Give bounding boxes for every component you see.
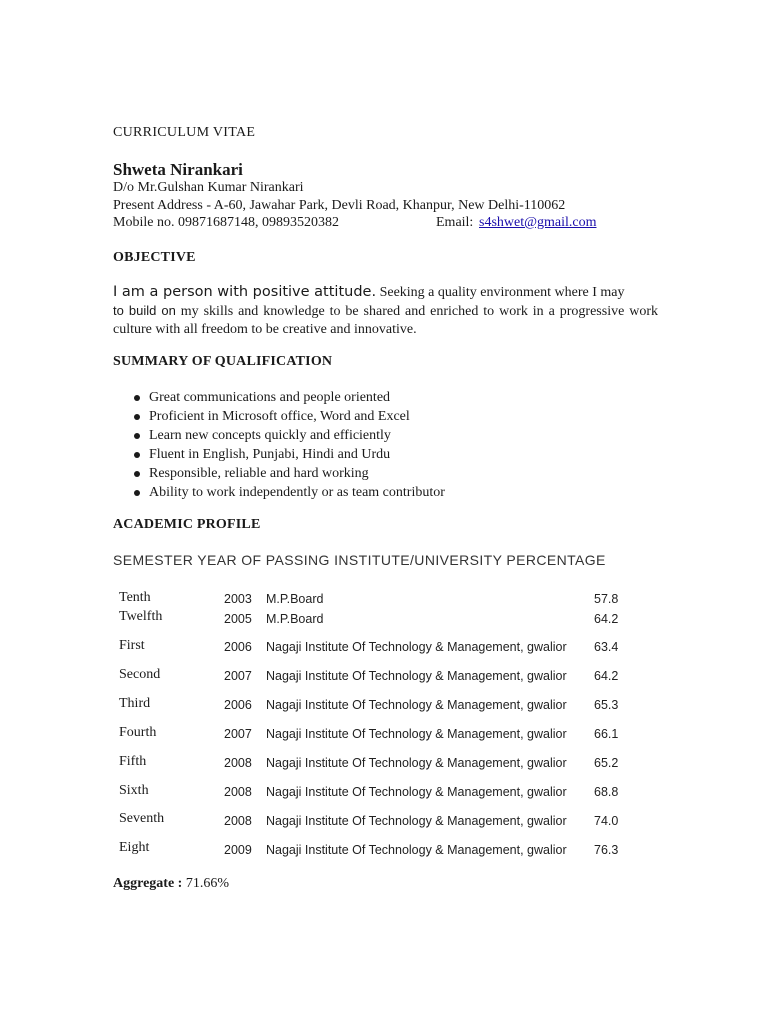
bullet-icon <box>134 414 140 420</box>
year-cell: 2006 <box>224 640 252 654</box>
semester-cell: Sixth <box>119 783 149 798</box>
semester-cell: Fourth <box>119 725 157 740</box>
institute-cell: Nagaji Institute Of Technology & Management, gwalior <box>266 727 567 741</box>
table-row <box>0 840 768 860</box>
list-item-text: Proficient in Microsoft office, Word and Excel <box>149 409 410 424</box>
year-cell: 2003 <box>224 592 252 606</box>
year-cell: 2008 <box>224 785 252 799</box>
year-cell: 2007 <box>224 669 252 683</box>
objective-fragment: to build on <box>113 303 176 318</box>
semester-cell: Fifth <box>119 754 147 769</box>
objective-text <box>113 283 658 339</box>
objective-text-part-1: Seeking a quality environment where I may <box>376 285 625 300</box>
percentage-cell: 66.1 <box>594 727 619 741</box>
semester-cell: Twelfth <box>119 609 163 624</box>
email-link[interactable]: s4shwet@gmail.com <box>479 215 597 230</box>
institute-cell: Nagaji Institute Of Technology & Management, gwalior <box>266 843 567 857</box>
table-row <box>0 754 768 774</box>
percentage-cell: 68.8 <box>594 785 619 799</box>
list-item-text: Fluent in English, Punjabi, Hindi and Urdu <box>149 447 391 462</box>
table-row <box>0 696 768 716</box>
institute-cell: Nagaji Institute Of Technology & Management, gwalior <box>266 756 567 770</box>
year-cell: 2009 <box>224 843 252 857</box>
institute-cell: M.P.Board <box>266 592 324 606</box>
list-item <box>149 483 445 502</box>
year-cell: 2007 <box>224 727 252 741</box>
percentage-cell: 64.2 <box>594 612 619 626</box>
institute-cell: Nagaji Institute Of Technology & Management, gwalior <box>266 669 567 683</box>
year-cell: 2005 <box>224 612 252 626</box>
semester-cell: Eight <box>119 840 150 855</box>
semester-cell: Tenth <box>119 590 151 605</box>
list-item <box>149 426 445 445</box>
bullet-icon <box>134 490 140 496</box>
objective-lead: I am a person with positive attitude. <box>113 284 377 300</box>
summary-heading: SUMMARY OF QUALIFICATION <box>113 354 333 369</box>
qualification-list <box>113 388 445 502</box>
list-item <box>149 388 445 407</box>
list-item-text: Ability to work independently or as team contributor <box>149 485 445 500</box>
objective-heading: OBJECTIVE <box>113 250 196 265</box>
table-row <box>0 609 768 629</box>
academic-table-header: SEMESTER YEAR OF PASSING INSTITUTE/UNIVERSITY PERCENTAGE <box>113 552 606 568</box>
parent-name: D/o Mr.Gulshan Kumar Nirankari <box>113 180 304 195</box>
document-title: CURRICULUM VITAE <box>113 125 256 140</box>
year-cell: 2006 <box>224 698 252 712</box>
list-item <box>149 407 445 426</box>
address: Present Address - A-60, Jawahar Park, Devli Road, Khanpur, New Delhi-110062 <box>113 198 566 213</box>
bullet-icon <box>134 433 140 439</box>
year-cell: 2008 <box>224 814 252 828</box>
aggregate-label: Aggregate : <box>113 876 183 891</box>
institute-cell: Nagaji Institute Of Technology & Management, gwalior <box>266 698 567 712</box>
objective-text-part-2: my skills and knowledge to be shared and enriched to work in a progressive work culture with all freedom to be creative and innovative. <box>113 304 658 337</box>
table-row <box>0 811 768 831</box>
list-item <box>149 464 445 483</box>
academic-heading: ACADEMIC PROFILE <box>113 517 261 532</box>
percentage-cell: 64.2 <box>594 669 619 683</box>
percentage-cell: 63.4 <box>594 640 619 654</box>
institute-cell: M.P.Board <box>266 612 324 626</box>
semester-cell: Second <box>119 667 161 682</box>
bullet-icon <box>134 471 140 477</box>
table-row <box>0 667 768 687</box>
email-label: Email: <box>436 215 474 230</box>
percentage-cell: 65.3 <box>594 698 619 712</box>
percentage-cell: 76.3 <box>594 843 619 857</box>
semester-cell: Third <box>119 696 151 711</box>
list-item-text: Learn new concepts quickly and efficiently <box>149 428 391 443</box>
institute-cell: Nagaji Institute Of Technology & Management, gwalior <box>266 640 567 654</box>
bullet-icon <box>134 452 140 458</box>
semester-cell: First <box>119 638 145 653</box>
list-item-text: Great communications and people oriented <box>149 390 391 405</box>
table-row <box>0 590 768 610</box>
semester-cell: Seventh <box>119 811 165 826</box>
table-row <box>0 638 768 658</box>
percentage-cell: 74.0 <box>594 814 619 828</box>
institute-cell: Nagaji Institute Of Technology & Management, gwalior <box>266 785 567 799</box>
year-cell: 2008 <box>224 756 252 770</box>
table-row <box>0 725 768 745</box>
list-item <box>149 445 445 464</box>
aggregate <box>113 876 229 892</box>
percentage-cell: 65.2 <box>594 756 619 770</box>
aggregate-value: 71.66% <box>182 876 229 891</box>
mobile-numbers: Mobile no. 09871687148, 09893520382 <box>113 215 339 230</box>
bullet-icon <box>134 395 140 401</box>
candidate-name: Shweta Nirankari <box>113 160 243 179</box>
list-item-text: Responsible, reliable and hard working <box>149 466 369 481</box>
institute-cell: Nagaji Institute Of Technology & Management, gwalior <box>266 814 567 828</box>
percentage-cell: 57.8 <box>594 592 619 606</box>
table-row <box>0 783 768 803</box>
